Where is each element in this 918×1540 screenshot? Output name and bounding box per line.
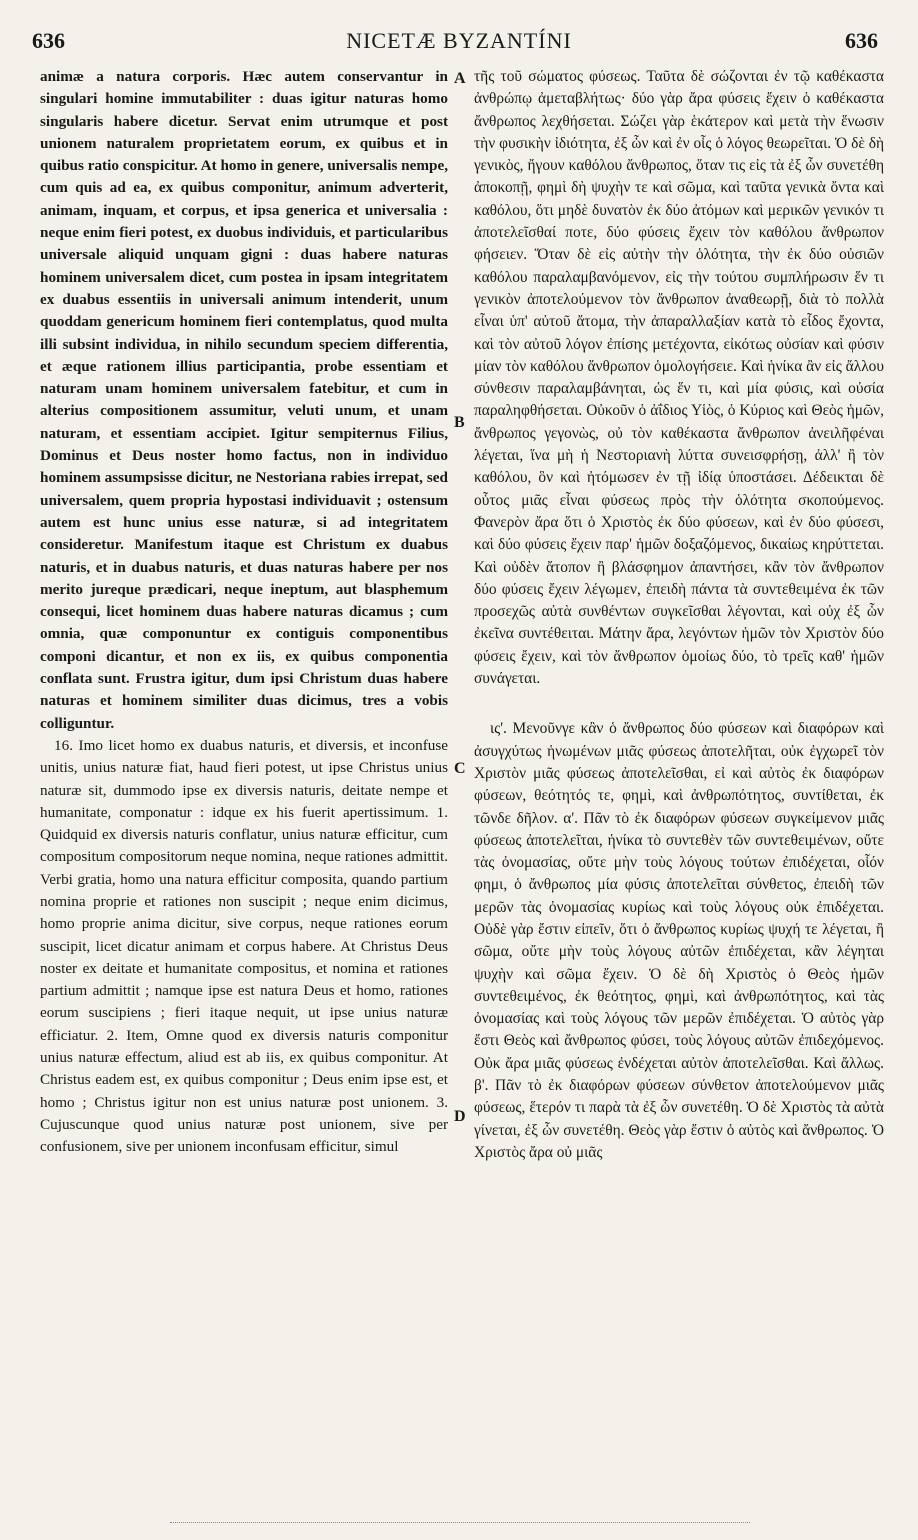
greek-paragraph-1: τῆς τοῦ σώματος φύσεως. Ταῦτα δὲ σώζονται ἐν τῷ καθέκαστα ἀνθρώπῳ ἀμεταβλήτως· δύο γὰρ ἄρα φύσεις ἔχειν ὁ καθέκαστα ἄνθρωπος λεχθήσεται. Σώζει γὰρ ἑκάτερον καὶ μετὰ τὴν ἕνωσιν τὴν φυσικὴν ἰδιότητα, ἐξ ὧν καὶ ἐν οἷς ὁ λόγος θεωρεῖται. Ὁ δὲ δὴ γενικὸς, ἤγουν καθόλου ἄνθρωπος, ὅταν τις εἰς τὰ ἐξ ὧν συνετέθη ἀποκοπῇ, φημὶ δὴ ψυχὴν τε καὶ σῶμα, καὶ ταῦτα γενικὰ ὄντα καὶ καθόλου, ὅτι μηδὲ δυνατὸν ἐκ δύο ἀτόμων καὶ μερικῶν γενικόν τι ἀποτελεῖσθαί ποτε, δύο φύσεις ἔχειν τὸν καθόλου ἄνθρωπον φήσειεν. Ὅταν δὲ εἰς αὐτὴν τὴν ὁλότητα, τὴν ἐκ δύο οὐσιῶν καθόλου παραλαμβανόμενον, εἰς τὴν τούτου συμπλήρωσιν ἕν τι γενικὸν ἀποτελούμενον τὸν ἄνθρωπον ἀναθεωρῇ, διὰ τὸ πολλὰ εἶναι ὑπ' αὐτοῦ ἄτομα, τὴν ἀπαραλλαξίαν κατὰ τὸ εἶδος ἔχοντα, καὶ τὸν αὐτοῦ λόγον ἐπίσης μετέχοντα, εἰκότως οὐσίαν καὶ φύσιν μίαν τὸν καθόλου ἄνθρωπον ὁμολογήσειε. Καὶ ἡνίκα ἂν εἰς ἄλλου σύνθεσιν παραλαμβάνηται, ὡς ἕν τι, καὶ μία φύσις, καὶ οὐσία παραληφθήσεται. Οὐκοῦν ὁ ἀΐδιος Υἱὸς, ὁ Κύριος καὶ Θεὸς ἡμῶν, ἄνθρωπος γεγονὼς, οὐ τὸν καθέκαστα ἄνθρωπον ἀνειλῆφέναι λέγεται, ἵνα μὴ ἡ Νεστοριανὴ λύττα συνεισφρήσῃ, ἀλλ' ἢ τὸν καθόλου, ὃν καὶ ἠτόμωσεν ἐν τῇ ἰδίᾳ ὑποστάσει. Δέδεικται δὲ οὗτος μιᾶς εἶναι φύσεως πρὸς τὴν ὁλότητα σκοπούμενος. Φανερὸν ἄρα ὅτι ὁ Χριστὸς ἐκ δύο φύσεων, καὶ ἐν δύο φύσεσι, καὶ δύο φύσεις ἔχειν παρ' ἡμῶν δοξαζόμενος, δικαίως κηρύττεται. Καὶ οὐδὲν ἄτοπον ἢ βλάσφημον ἀπαντήσει, κἂν τὸν ἄνθρωπον δύο φύσεις ἔχειν λέγωμεν, ἐπειδὴ πάντα τὰ συντεθειμένα ἐκ τῶν προσεχῶς αὐτὰ συνθέντων συγκεῖσθαι λέγονται, καὶ οὐχ ἐξ ὧν ἐκεῖνα συντέθειται. Μάτην ἄρα, λεγόντων ἡμῶν τὸν Χριστὸν δύο φύσεις ἔχειν, καὶ τὸν ἄνθρωπον ὁμοίως δύο, τὸ τρεῖς καθ' ἡμῶν συνάγεται. [474,68,884,688]
page-number-left: 636 [32,28,65,53]
margin-marker-d: D [454,1108,466,1125]
latin-paragraph-2: 16. Imo licet homo ex duabus naturis, et diversis, et inconfuse unitis, unius naturæ fiat, haud fieri potest, ut ipse Christus unius naturæ sit, dummodo ipse ex diversis naturis, deitate nempe et humanitate, componatur : idque ex his fuerit apertissimum. 1. Quidquid ex diversis naturis conflatur, unius naturæ efficitur, cum compositum compositorum neque nomina, neque rationes admittit. Verbi gratia, homo una natura efficitur composita, quando partium nomina proprie et rationes non suscipit ; neque enim dicimus, homo proprie anima dicitur, sive corpus, neque rationes eorum suscipit, licet dicatur animam et corpus habere. At Christus Deus noster ex deitate et humanitate compositus, et nomina et rationes partium admittit ; namque ipse est natura Deus et homo, rationes eorum suscipiens ; fieri itaque nequit, ut ipse unius naturæ efficiatur. 2. Item, Omne quod ex diversis naturis componitur unius naturæ effectum, aliud est ab iis, ex quibus componitur. At Christus eadem est, ex quibus componitur ; Deus enim ipse est, et homo ; Christus igitur non est unius naturæ post unionem. 3. Cujuscunque quod unius naturæ post unionem, sive per confusionem, sive per unionem inconfusam efficitur, simul [40,736,448,1156]
latin-paragraph-1: animæ a natura corporis. Hæc autem conservantur in singulari homine immutabiliter : duas igitur naturas homo singularis habere dicetur. Servat enim utrumque et post unionem naturalem proprietatem eorum, ex quibus et in quibus ratio conspicitur. At homo in genere, universalis nempe, cum quis ad ea, ex quibus componitur, animum adverterit, animam, inquam, et corpus, et ipsa generica et universalia : neque enim fieri potest, ex duobus individuis, et particularibus universale aliquid unquam gigni : duas habere naturas hominem universalem dicet, cum postea in ipsam integritatem ex duabus essentiis in universali animum intenderit, unum quoddam genericum hominem fieri contemplatus, quod multa illi subsint individua, in nihilo secundum speciem differentia, et æque rationem illius participantia, probe essentiam et naturam unam hominem universalem fatebitur, et cum in alterius compositionem assumitur, veluti unum, et unam naturam, et essentiam accipiet. Igitur sempiternus Filius, Dominus et Deus noster homo factus, non in individuo hominem assumpsisse dicitur, ne Nestoriana rabies irrepat, sed universalem, quem propria hypostasi individuavit ; ostensum autem est hunc unius esse naturæ, si ad integritatem consideretur. Manifestum itaque est Christum ex duabus naturis, et in duabus naturis, et duas naturas habere per nos merito jureque prædicari, neque ineptum, aut blasphemum consequi, licet hominem duas habere naturas dicamus ; cum omnia, quæ componuntur ex contiguis componentibus componi dicantur, et non ex iis, ex quibus componentia conflata sunt. Frustra igitur, dum ipsi Christum duas habere naturas et hominem similiter duas dicimus, tres a vobis colliguntur. [40,68,448,732]
page-number-right: 636 [845,28,878,53]
margin-marker-a: A [454,70,466,87]
latin-column [40,66,448,1159]
margin-marker-b: B [454,414,465,431]
running-title: NICETÆ BYZANTÍNI [346,28,572,53]
page-header [0,28,918,62]
footer-rule [170,1522,750,1524]
greek-column [474,66,884,1164]
greek-paragraph-2: ις'. Μενοῦνγε κἂν ὁ ἄνθρωπος δύο φύσεων καὶ διαφόρων καὶ ἀσυγχύτως ἡνωμένων μιᾶς φύσεως ἀποτελῆται, οὐκ ἐγχωρεῖ τὸν Χριστὸν μιᾶς φύσεως ἀποτελεῖσθαι, εἰ καὶ αὐτὸς ἐκ διαφόρων φύσεων, θεότητός τε, φημὶ, καὶ ἀνθρωπότητος, συντίθεται, ἐκ τῶνδε δῆλον. α'. Πᾶν τὸ ἐκ διαφόρων φύσεων συγκείμενον μιᾶς φύσεως ἀποτελεῖται, ἡνίκα τὸ συντεθὲν τῶν συντεθειμένων, οὔτε τὰς ὀνομασίας, οὔτε μὴν τοὺς λόγους τούτων ἐπιδέχεται, οἷόν φημι, ὁ ἄνθρωπος μία φύσις ἀποτελεῖται σύνθετος, ἐπειδὴ τῶν μερῶν τὰς ὀνομασίας κυρίως καὶ τοὺς λόγους οὐκ ἐπιδέχεται. Οὐδὲ γὰρ ἔστιν εἰπεῖν, ὅτι ὁ ἄνθρωπος κυρίως ψυχή τε λέγεται, ἢ σῶμα, οὔτε μὴν τοὺς λόγους αὐτῶν ἐπιδέχεται, κἂν λέγηται ψυχὴν καὶ σῶμα ἔχειν. Ὁ δὲ δὴ Χριστὸς ὁ Θεὸς ἡμῶν συντεθειμένος, ἐκ θεότητος, φημὶ, καὶ ἀνθρωπότητος, καὶ τὰς ὀνομασίας καὶ τοὺς λόγους τῶν μερῶν ἐπιδέχεται. Ὁ αὐτὸς γὰρ ἔστι Θεὸς καὶ ἄνθρωπος φύσει, τοὺς λόγους αὐτῶν ἐπιδεχόμενος. Οὐκ ἄρα μιᾶς φύσεως ἐνδέχεται αὐτὸν ἀποτελεῖσθαι. Καὶ ἄλλως. β'. Πᾶν τὸ ἐκ διαφόρων φύσεων σύνθετον ἀποτελούμενον μιᾶς φύσεως, ἕτερόν τι παρὰ τὰ ἐξ ὧν συνετέθη. Ὁ δὲ Χριστὸς τὰ αὐτὰ γίνεται, ἐξ ὧν συνετέθη. Θεὸς γὰρ ἔστιν ὁ αὐτὸς καὶ ἄνθρωπος. Ὁ Χριστὸς ἄρα οὐ μιᾶς [474,720,884,1161]
margin-marker-c: C [454,760,466,777]
